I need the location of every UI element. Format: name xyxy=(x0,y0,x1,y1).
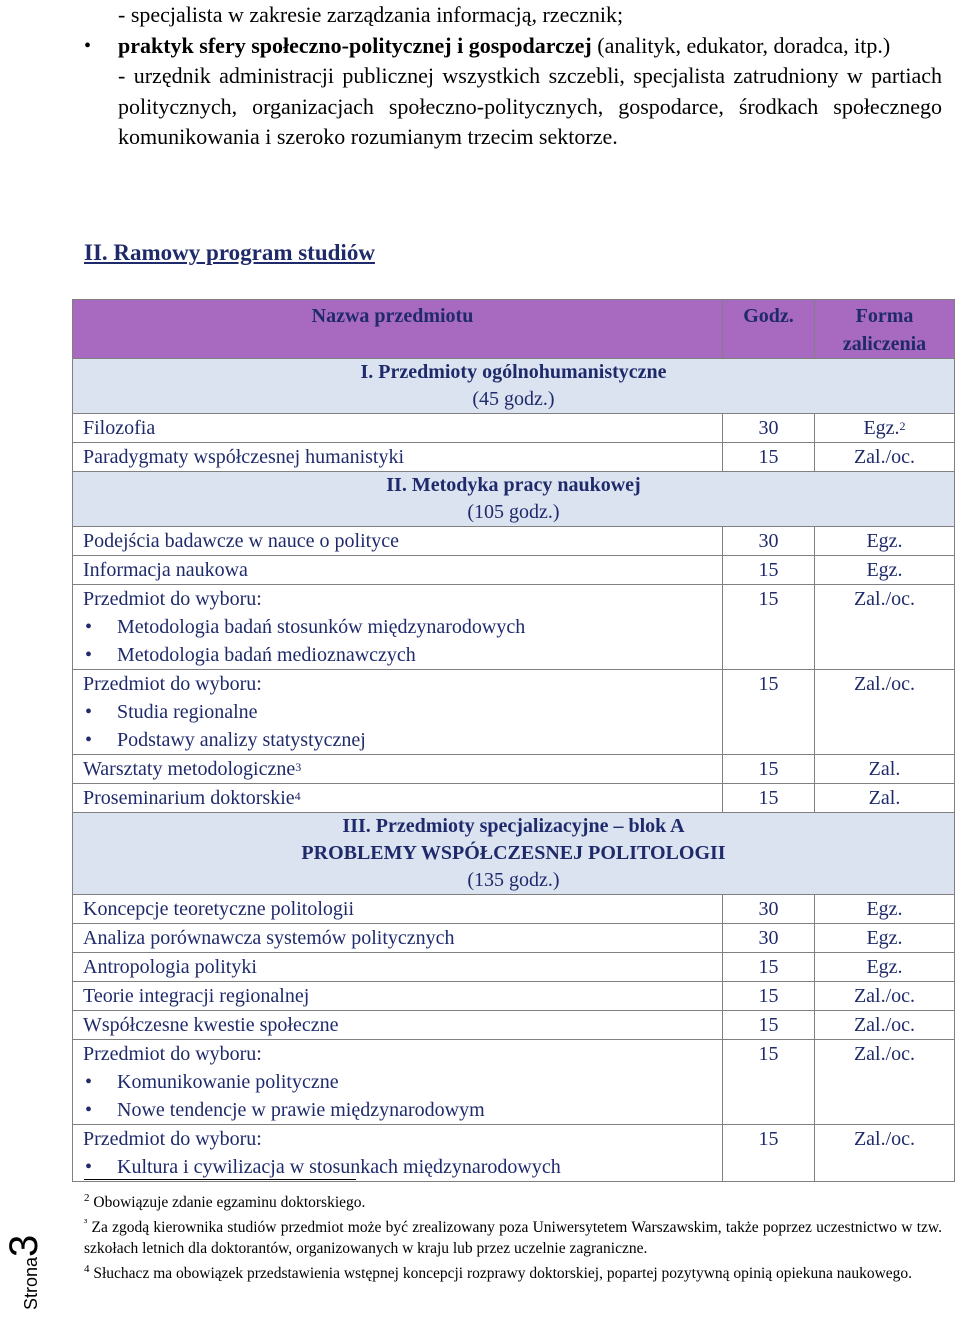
course-name-cell xyxy=(73,443,723,472)
course-assessment-cell xyxy=(815,924,955,953)
table-row xyxy=(73,1125,955,1182)
course-hours: 15 xyxy=(723,556,815,585)
course-assessment-cell xyxy=(815,755,955,784)
section-hours: (45 godz.) xyxy=(472,388,555,410)
course-assessment: Egz. xyxy=(863,417,900,439)
table-row xyxy=(73,982,955,1011)
footnotes xyxy=(84,1188,942,1284)
section-cell xyxy=(73,472,955,527)
course-assessment-cell xyxy=(815,585,955,670)
course-assessment-cell xyxy=(815,982,955,1011)
section-row xyxy=(73,472,955,527)
elective-option: • Metodologia badań medioznawczych xyxy=(83,641,712,669)
course-assessment-cell xyxy=(815,1125,955,1182)
course-name: Paradygmaty współczesnej humanistyki xyxy=(83,446,405,468)
course-hours: 15 xyxy=(723,585,815,670)
course-hours: 15 xyxy=(723,755,815,784)
course-hours: 15 xyxy=(723,1125,815,1182)
course-name: Analiza porównawcza systemów politycznych xyxy=(83,927,455,949)
course-assessment: Egz. xyxy=(866,956,903,978)
footnote-separator xyxy=(84,1179,356,1180)
course-hours: 15 xyxy=(723,1011,815,1040)
intro-text xyxy=(118,0,942,153)
course-assessment: Egz. xyxy=(866,559,903,581)
course-assessment: Zal./oc. xyxy=(853,673,916,695)
section-hours: (105 godz.) xyxy=(467,501,560,523)
course-assessment: Egz. xyxy=(866,898,903,920)
page-number-value: 3 xyxy=(2,1234,46,1257)
course-name-cell xyxy=(73,953,723,982)
course-assessment: Zal. xyxy=(868,758,901,780)
table-row xyxy=(73,556,955,585)
course-name-cell xyxy=(73,585,723,670)
course-name-cell xyxy=(73,556,723,585)
section-title: II. Metodyka pracy naukowej xyxy=(386,474,641,496)
footnote-text: Obowiązuje zdanie egzaminu doktorskiego. xyxy=(89,1194,366,1212)
course-hours: 15 xyxy=(723,443,815,472)
course-assessment-cell xyxy=(815,670,955,755)
table-row xyxy=(73,1011,955,1040)
course-hours: 30 xyxy=(723,924,815,953)
footnote xyxy=(84,1188,942,1213)
course-name-cell xyxy=(73,982,723,1011)
section-title: I. Przedmioty ogólnohumanistyczne xyxy=(360,361,667,383)
program-table xyxy=(72,299,955,1182)
table-row xyxy=(73,784,955,813)
course-assessment: Zal./oc. xyxy=(853,1128,916,1150)
elective-option: • Metodologia badań stosunków międzynarodowych xyxy=(83,613,712,641)
course-assessment-cell xyxy=(815,414,955,443)
footnote-number: 4 xyxy=(84,1263,90,1276)
course-name: Informacja naukowa xyxy=(83,559,248,581)
course-name-cell xyxy=(73,924,723,953)
table-row xyxy=(73,755,955,784)
program-table-body xyxy=(73,300,955,1182)
course-name-cell xyxy=(73,1125,723,1182)
footnote-text: Za zgodą kierownika studiów przedmiot może być zrealizowany poza Uniwersytetem Warszawskim, także poprzez uczestnictwo w tzw. szkołach letnich dla doktorantów, organizowanych w kraju lub przez uczelnie zagraniczne. xyxy=(84,1219,942,1258)
course-name: Przedmiot do wyboru: xyxy=(83,673,262,695)
footnote-ref: 4 xyxy=(294,789,301,803)
elective-option: • Podstawy analizy statystycznej xyxy=(83,726,712,754)
section-cell xyxy=(73,813,955,895)
table-row xyxy=(73,924,955,953)
footnote-ref: 3 xyxy=(295,760,302,774)
course-name: Przedmiot do wyboru: xyxy=(83,588,262,610)
course-name: Przedmiot do wyboru: xyxy=(83,1128,262,1150)
course-name: Warsztaty metodologiczne xyxy=(83,758,296,780)
course-assessment: Zal./oc. xyxy=(853,446,916,468)
table-row xyxy=(73,443,955,472)
course-assessment: Zal./oc. xyxy=(853,1043,916,1065)
footnote xyxy=(84,1259,942,1284)
course-name: Antropologia polityki xyxy=(83,956,257,978)
section-hours: (135 godz.) xyxy=(467,869,560,891)
intro-line-1: - specjalista w zakresie zarządzania informacją, rzecznik; xyxy=(118,2,624,27)
header-form: Forma zaliczenia xyxy=(815,300,955,359)
table-row xyxy=(73,895,955,924)
section-cell xyxy=(73,359,955,414)
course-name: Proseminarium doktorskie xyxy=(83,787,295,809)
table-row xyxy=(73,670,955,755)
header-hours: Godz. xyxy=(723,300,815,359)
intro-bullet xyxy=(118,31,942,62)
header-name: Nazwa przedmiotu xyxy=(73,300,723,359)
course-assessment-cell xyxy=(815,1040,955,1125)
table-row xyxy=(73,953,955,982)
course-assessment-cell xyxy=(815,1011,955,1040)
course-assessment: Egz. xyxy=(866,927,903,949)
table-row xyxy=(73,585,955,670)
footnote xyxy=(84,1213,942,1259)
course-assessment-cell xyxy=(815,953,955,982)
footnote-ref: 2 xyxy=(899,419,906,433)
course-assessment-cell xyxy=(815,556,955,585)
section-row xyxy=(73,813,955,895)
course-hours: 15 xyxy=(723,953,815,982)
intro-bullet-bold: praktyk sfery społeczno-politycznej i gospodarczej xyxy=(118,32,592,58)
intro-paragraph-2: - urzędnik administracji publicznej wszystkich szczebli, specjalista zatrudniony w partiach politycznych, organizacjach społeczno-politycznych, gospodarce, środkach społecznego komunikowania i szeroko rozumianym trzecim sektorze. xyxy=(118,63,942,149)
course-name: Filozofia xyxy=(83,417,156,439)
section-heading: II. Ramowy program studiów xyxy=(84,240,375,265)
table-row xyxy=(73,1040,955,1125)
course-name-cell xyxy=(73,414,723,443)
footnote-number: ³ xyxy=(84,1217,88,1230)
course-assessment: Zal./oc. xyxy=(853,588,916,610)
course-assessment: Egz. xyxy=(866,530,903,552)
section-row xyxy=(73,359,955,414)
course-name-cell xyxy=(73,784,723,813)
course-assessment: Zal. xyxy=(868,787,901,809)
course-name-cell xyxy=(73,895,723,924)
course-name-cell xyxy=(73,527,723,556)
elective-option: • Nowe tendencje w prawie międzynarodowym xyxy=(83,1096,712,1124)
course-hours: 15 xyxy=(723,982,815,1011)
course-hours: 15 xyxy=(723,670,815,755)
course-name: Koncepcje teoretyczne politologii xyxy=(83,898,355,920)
course-name: Współczesne kwestie społeczne xyxy=(83,1014,339,1036)
course-hours: 30 xyxy=(723,895,815,924)
course-name-cell xyxy=(73,1040,723,1125)
intro-bullet-rest: (analityk, edukator, doradca, itp.) xyxy=(591,32,891,58)
footnote-number: 2 xyxy=(84,1192,90,1204)
course-hours: 30 xyxy=(723,527,815,556)
footnote-text: Słuchacz ma obowiązek przedstawienia wstępnej koncepcji rozprawy doktorskiej, popartej pozytywną opinią opiekuna naukowego. xyxy=(89,1265,913,1283)
table-header-row xyxy=(73,300,955,359)
course-assessment-cell xyxy=(815,443,955,472)
section-subtitle: PROBLEMY WSPÓŁCZESNEJ POLITOLOGII xyxy=(301,842,726,864)
course-assessment-cell xyxy=(815,895,955,924)
course-hours: 15 xyxy=(723,1040,815,1125)
course-hours: 15 xyxy=(723,784,815,813)
page-number xyxy=(2,1235,47,1310)
elective-option: • Studia regionalne xyxy=(83,698,712,726)
course-name: Przedmiot do wyboru: xyxy=(83,1043,262,1065)
course-assessment-cell xyxy=(815,527,955,556)
course-assessment: Zal./oc. xyxy=(853,1014,916,1036)
elective-option: • Kultura i cywilizacja w stosunkach międzynarodowych xyxy=(83,1153,712,1181)
course-name-cell xyxy=(73,670,723,755)
page-label: Strona xyxy=(21,1256,41,1310)
course-assessment-cell xyxy=(815,784,955,813)
course-assessment: Zal./oc. xyxy=(853,985,916,1007)
course-name-cell xyxy=(73,755,723,784)
section-title: III. Przedmioty specjalizacyjne – blok A xyxy=(342,815,685,837)
course-name: Teorie integracji regionalnej xyxy=(83,985,310,1007)
course-hours: 30 xyxy=(723,414,815,443)
table-row xyxy=(73,414,955,443)
elective-option: • Komunikowanie polityczne xyxy=(83,1068,712,1096)
course-name-cell xyxy=(73,1011,723,1040)
course-name: Podejścia badawcze w nauce o polityce xyxy=(83,530,399,552)
table-row xyxy=(73,527,955,556)
